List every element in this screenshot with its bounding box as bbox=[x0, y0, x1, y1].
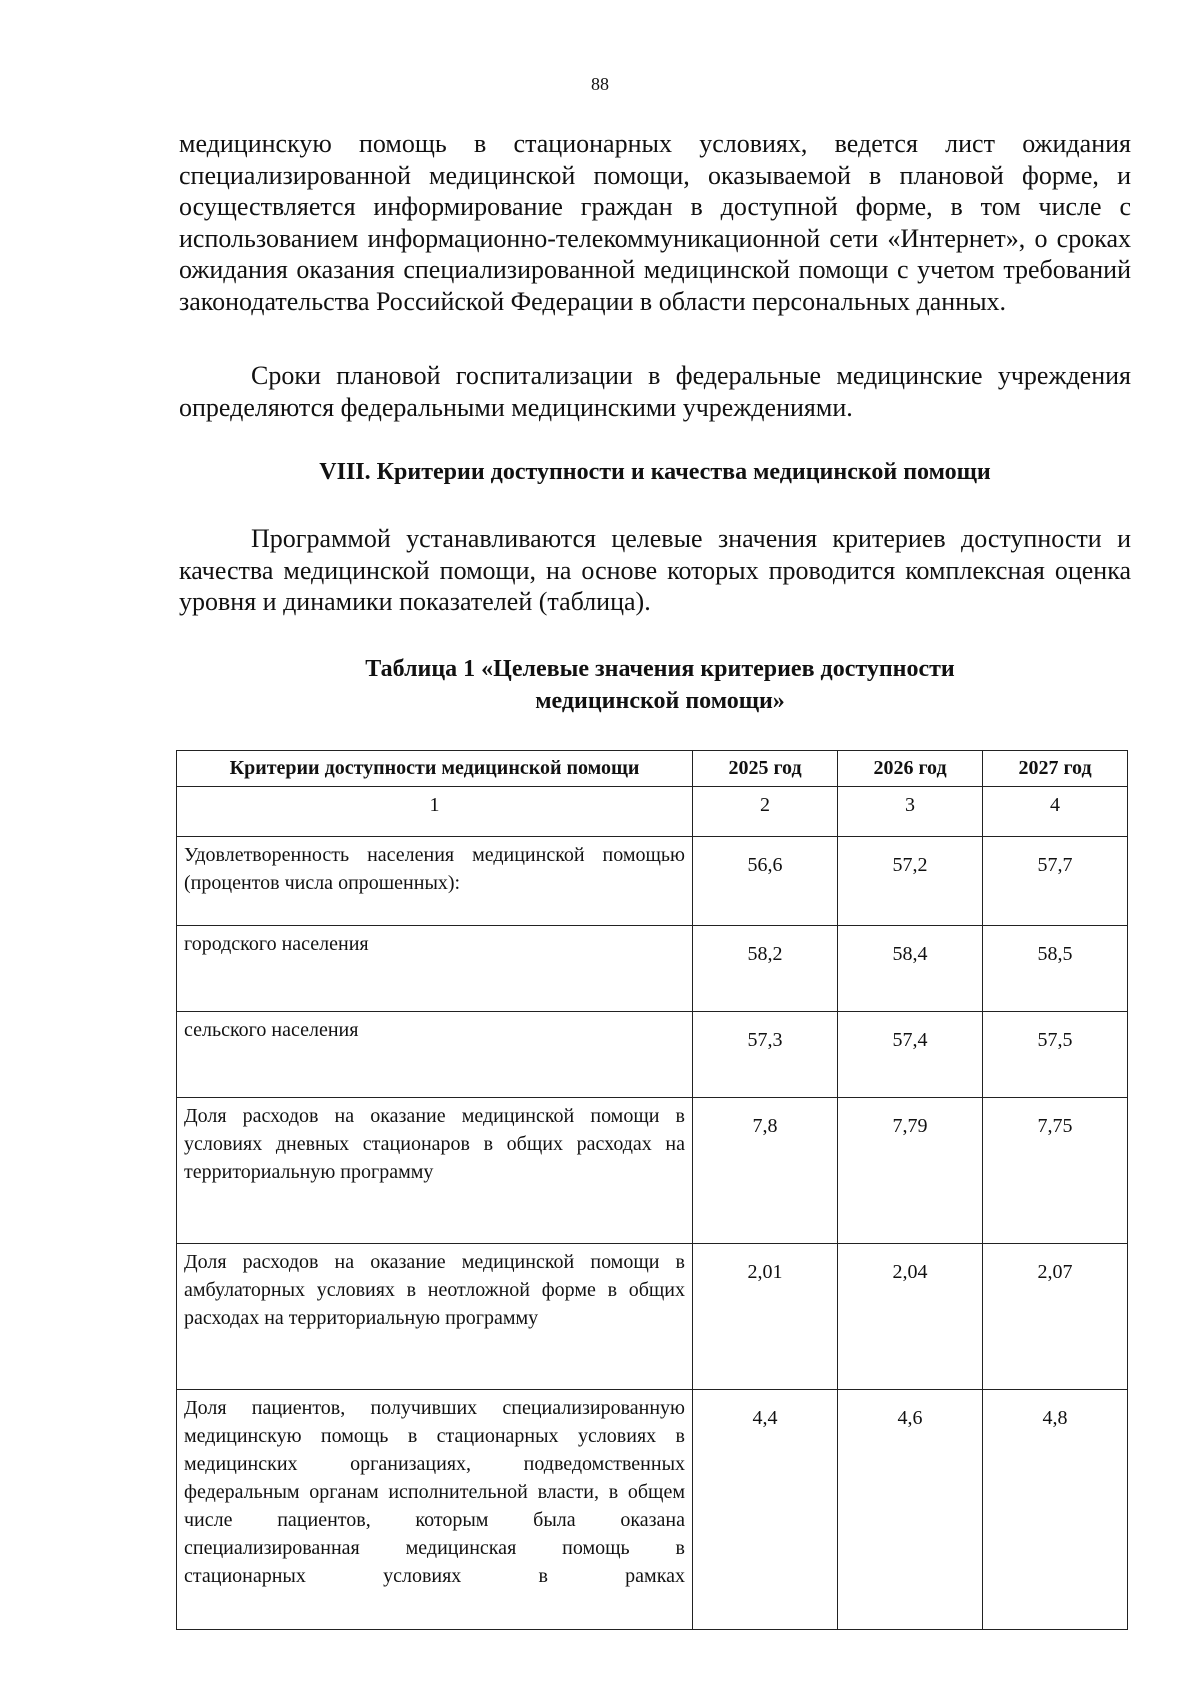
value-2026: 57,4 bbox=[838, 1012, 983, 1098]
criterion-cell: Удовлетворенность населения медицинской помощью (процентов числа опрошенных): bbox=[177, 837, 693, 926]
table-row bbox=[177, 1012, 1128, 1098]
table-row bbox=[177, 926, 1128, 1012]
value-2027: 58,5 bbox=[983, 926, 1128, 1012]
value-2027: 57,5 bbox=[983, 1012, 1128, 1098]
value-2026: 7,79 bbox=[838, 1098, 983, 1244]
section-heading: VIII. Критерии доступности и качества медицинской помощи bbox=[319, 459, 991, 485]
header-2026: 2026 год bbox=[838, 751, 983, 787]
value-2025: 58,2 bbox=[693, 926, 838, 1012]
criterion-cell: городского населения bbox=[177, 926, 693, 1012]
value-2025: 56,6 bbox=[693, 837, 838, 926]
criterion-cell: сельского населения bbox=[177, 1012, 693, 1098]
column-number: 4 bbox=[983, 787, 1128, 837]
table-title: Таблица 1 «Целевые значения критериев доступности медицинской помощи» bbox=[365, 656, 955, 714]
value-2027: 4,8 bbox=[983, 1390, 1128, 1630]
criterion-cell: Доля пациентов, получивших специализированную медицинскую помощь в стационарных условиях в медицинских организациях, подведомственных федеральным органам исполнительной власти, в общем числе пациентов, которым была оказана специализированная медицинская помощь в стационарных условиях в рамках bbox=[177, 1390, 693, 1630]
header-2025: 2025 год bbox=[693, 751, 838, 787]
header-2027: 2027 год bbox=[983, 751, 1128, 787]
column-number: 1 bbox=[177, 787, 693, 837]
column-number-row bbox=[177, 787, 1128, 837]
column-number: 3 bbox=[838, 787, 983, 837]
value-2026: 58,4 bbox=[838, 926, 983, 1012]
value-2027: 57,7 bbox=[983, 837, 1128, 926]
value-2027: 2,07 bbox=[983, 1244, 1128, 1390]
value-2026: 2,04 bbox=[838, 1244, 983, 1390]
paragraph-program-targets-text: Программой устанавливаются целевые значения критериев доступности и качества медицинской помощи, на основе которых проводится комплексная оценка уровня и динамики показателей (таблица). bbox=[179, 524, 1131, 616]
value-2025: 2,01 bbox=[693, 1244, 838, 1390]
table-row bbox=[177, 837, 1128, 926]
table-row bbox=[177, 1244, 1128, 1390]
criterion-cell: Доля расходов на оказание медицинской помощи в амбулаторных условиях в неотложной форме в общих расходах на территориальную программу bbox=[177, 1244, 693, 1390]
criteria-table bbox=[176, 750, 1128, 1630]
value-2025: 4,4 bbox=[693, 1390, 838, 1630]
value-2026: 57,2 bbox=[838, 837, 983, 926]
value-2025: 57,3 bbox=[693, 1012, 838, 1098]
paragraph-program-targets bbox=[179, 523, 1131, 618]
value-2026: 4,6 bbox=[838, 1390, 983, 1630]
table-row bbox=[177, 1098, 1128, 1244]
table-header-row bbox=[177, 751, 1128, 787]
paragraph-waitlist-text: медицинскую помощь в стационарных условиях, ведется лист ожидания специализированной медицинской помощи, оказываемой в плановой форме, и осуществляется информирование граждан в доступной форме, в том числе с использованием информационно-телекоммуникационной сети «Интернет», о сроках ожидания оказания специализированной медицинской помощи с учетом требований законодательства Российской Федерации в области персональных данных. bbox=[179, 129, 1131, 316]
paragraph-waitlist bbox=[179, 128, 1131, 317]
page-number: 88 bbox=[591, 74, 609, 94]
criteria-table-container bbox=[176, 750, 1128, 1630]
criterion-cell: Доля расходов на оказание медицинской помощи в условиях дневных стационаров в общих расходах на территориальную программу bbox=[177, 1098, 693, 1244]
value-2027: 7,75 bbox=[983, 1098, 1128, 1244]
paragraph-hospitalization bbox=[179, 360, 1131, 423]
header-criteria: Критерии доступности медицинской помощи bbox=[177, 751, 693, 787]
table-row bbox=[177, 1390, 1128, 1630]
value-2025: 7,8 bbox=[693, 1098, 838, 1244]
column-number: 2 bbox=[693, 787, 838, 837]
paragraph-hospitalization-text: Сроки плановой госпитализации в федеральные медицинские учреждения определяются федеральными медицинскими учреждениями. bbox=[179, 361, 1131, 422]
